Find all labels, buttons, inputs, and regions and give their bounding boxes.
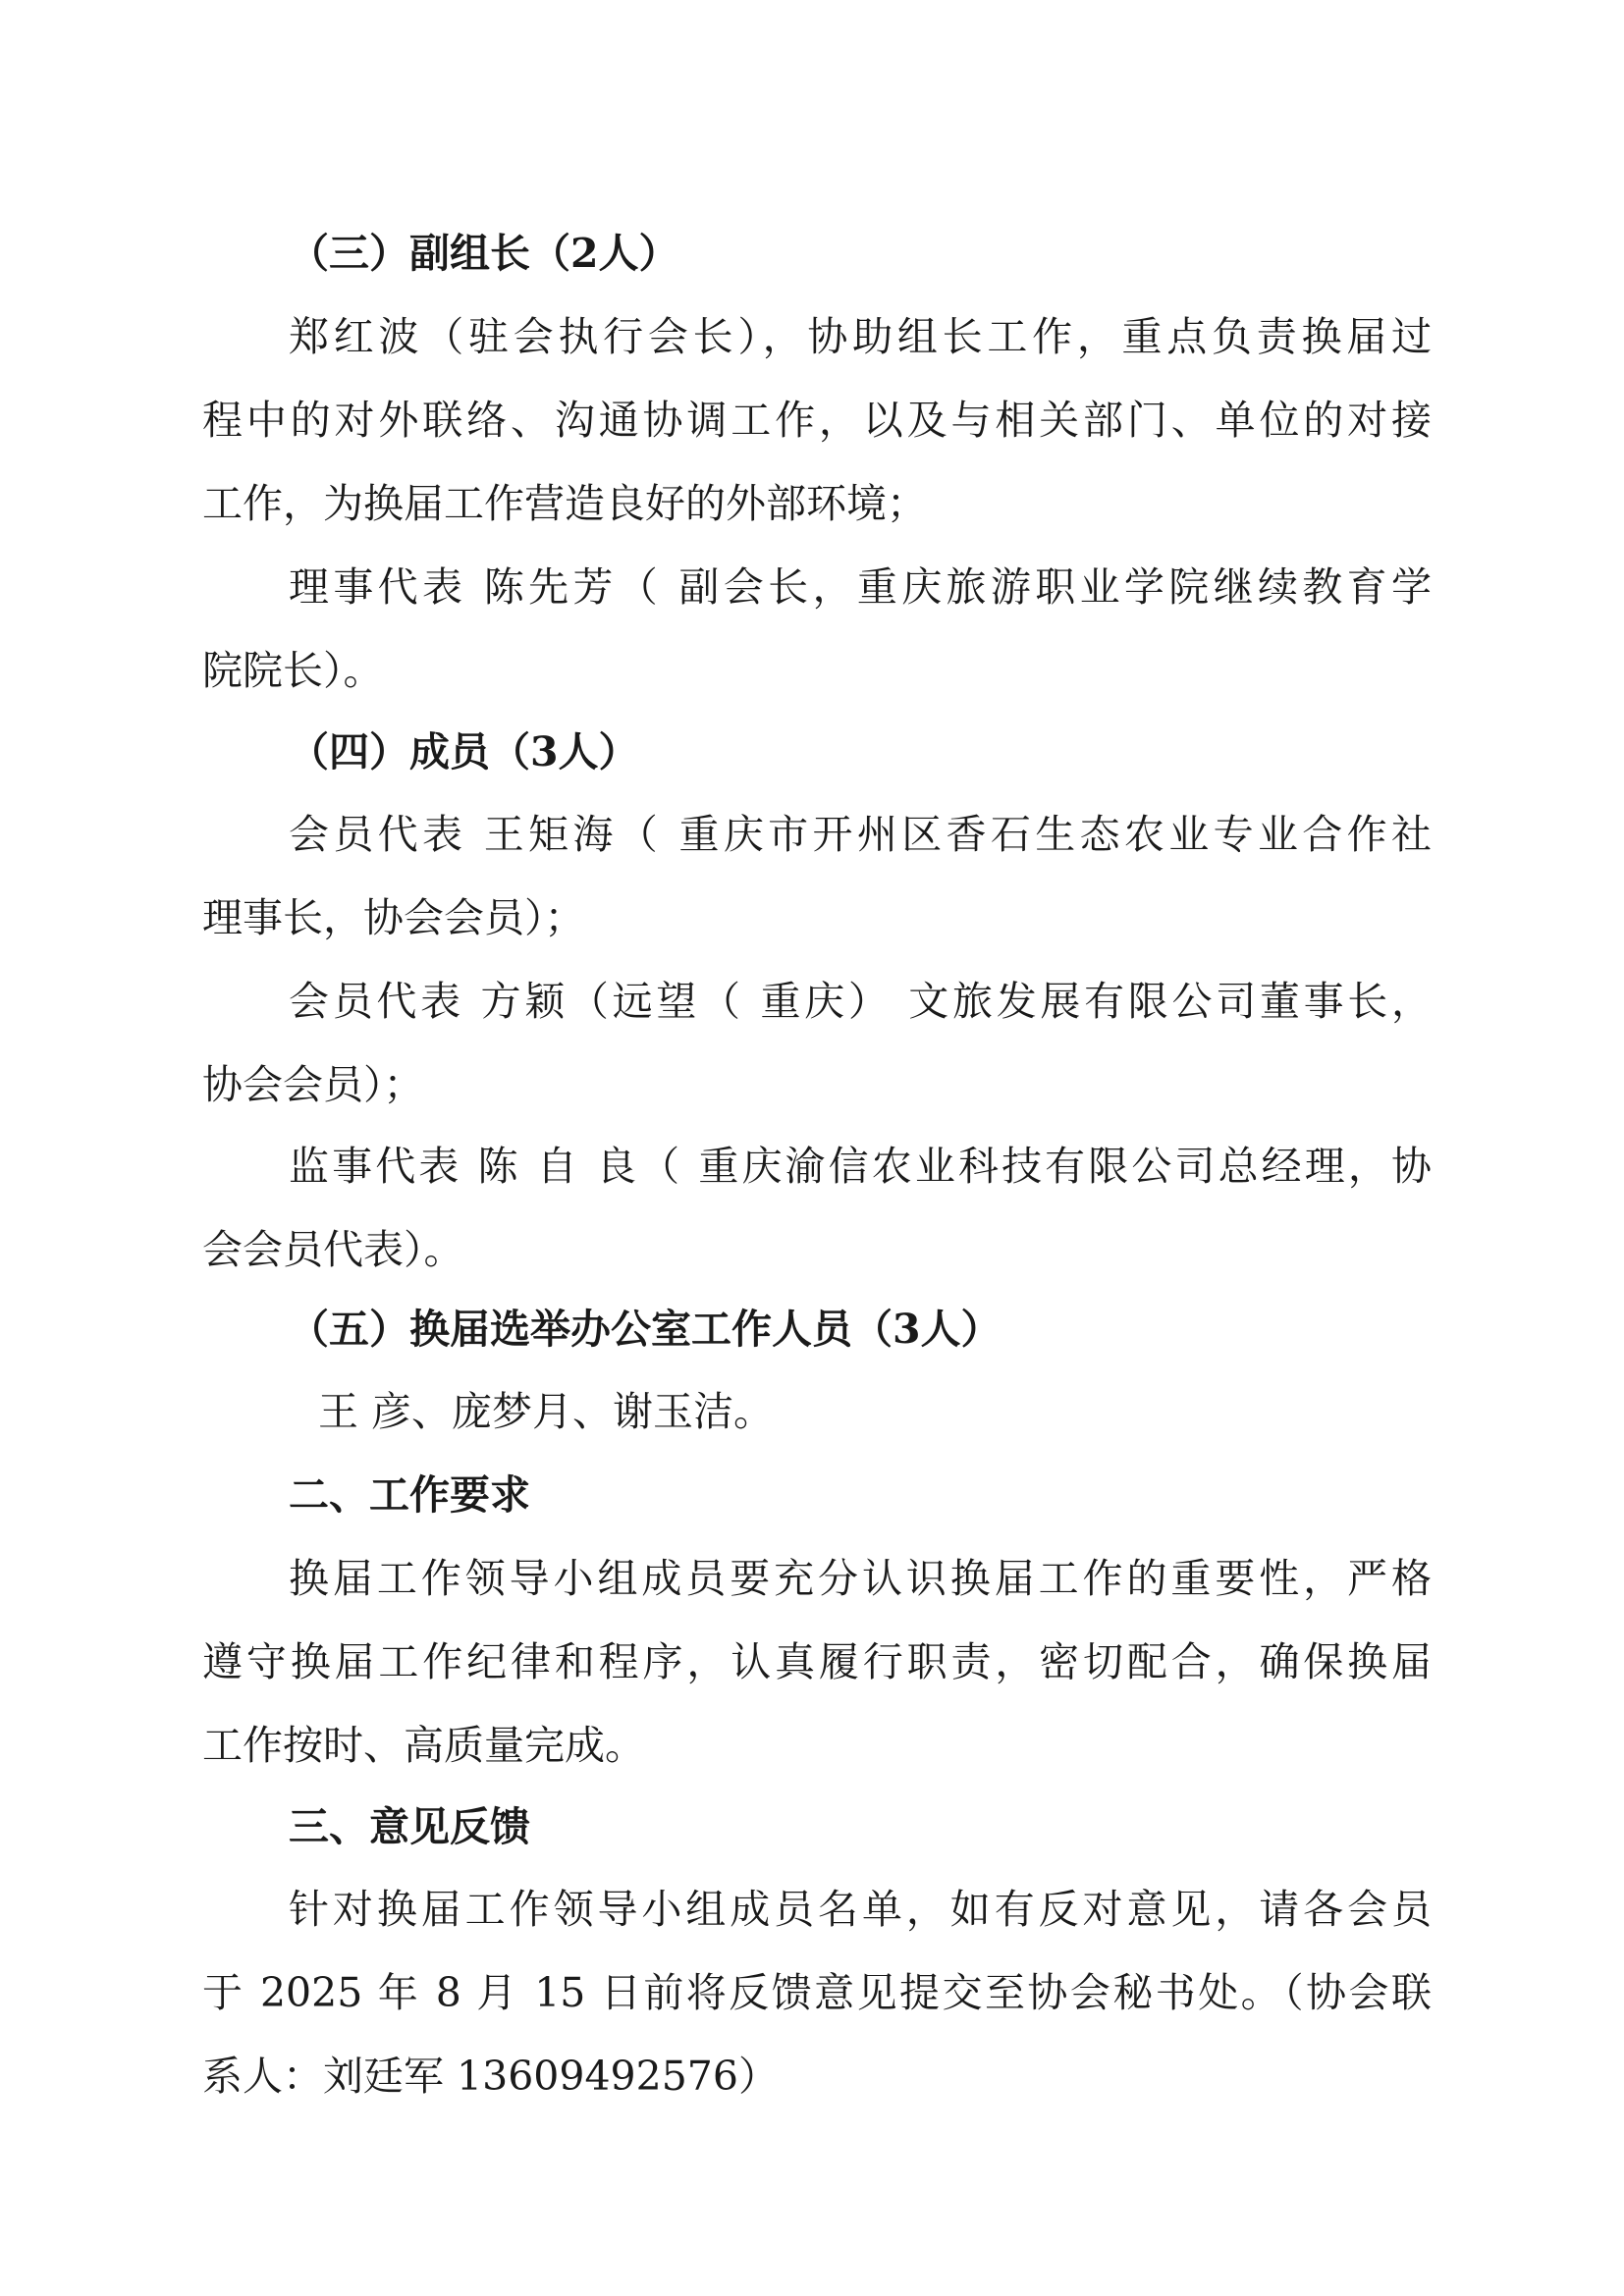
heading-4-title: （四）成员（3人） xyxy=(289,728,639,775)
para-6-line-1: 王 彦、庞梦月、谢玉洁。 xyxy=(318,1388,775,1435)
heading-5-title: （五）换届选举办公室工作人员（3人） xyxy=(289,1306,1001,1353)
para-1-line-3: 工作，为换届工作营造良好的外部环境； xyxy=(202,480,927,527)
para-8-line-2: 于 2025 年 8 月 15 日前将反馈意见提交至协会秘书处。（协会联 xyxy=(202,1969,1432,2016)
para-2-line-1: 理事代表 陈先芳（ 副会长，重庆旅游职业学院继续教育学 xyxy=(289,563,1432,611)
para-4-line-2: 协会会员）； xyxy=(202,1061,424,1108)
para-1-line-2: 程中的对外联络、沟通协调工作，以及与相关部门、单位的对接 xyxy=(202,397,1432,444)
para-7-line-2: 遵守换届工作纪律和程序，认真履行职责，密切配合，确保换届 xyxy=(202,1638,1432,1685)
heading-3-title: （三）副组长（2人） xyxy=(289,230,679,277)
para-3-line-2: 理事长，协会会员）； xyxy=(202,894,585,941)
para-3-line-1: 会员代表 王矩海（ 重庆市开州区香石生态农业专业合作社 xyxy=(289,811,1432,858)
para-7-line-1: 换届工作领导小组成员要充分认识换届工作的重要性，严格 xyxy=(289,1555,1432,1602)
para-1-line-1: 郑红波（驻会执行会长），协助组长工作，重点负责换届过 xyxy=(289,313,1432,360)
section-3-title: 三、意见反馈 xyxy=(289,1803,530,1850)
para-2-line-2: 院院长）。 xyxy=(202,647,384,694)
section-2-title: 二、工作要求 xyxy=(289,1471,530,1519)
para-7-line-3: 工作按时、高质量完成。 xyxy=(202,1722,645,1769)
para-8-line-1: 针对换届工作领导小组成员名单，如有反对意见，请各会员 xyxy=(289,1886,1432,1933)
para-5-line-1: 监事代表 陈 自 良（ 重庆渝信农业科技有限公司总经理，协 xyxy=(289,1143,1432,1190)
para-4-line-1: 会员代表 方颖（远望（ 重庆） 文旅发展有限公司董事长， xyxy=(289,978,1432,1025)
para-8-line-3: 系人：刘廷军 13609492576） xyxy=(202,2053,779,2100)
para-5-line-2: 会会员代表）。 xyxy=(202,1226,464,1273)
